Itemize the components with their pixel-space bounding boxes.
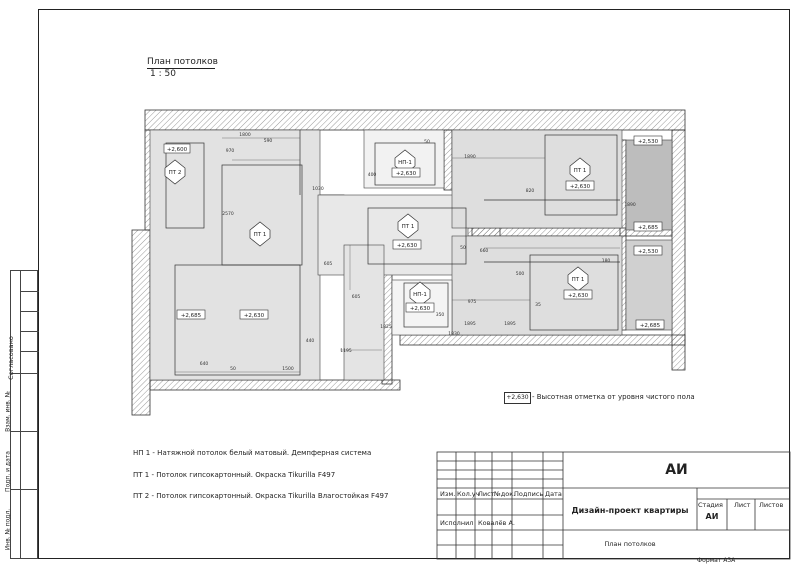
side-stamp-label-inventory: Инв. № подл. [4, 508, 12, 551]
drawing-title: План потолков [147, 57, 218, 67]
note-np1: НП 1 - Натяжной потолок белый матовый. Демпферная система [133, 449, 372, 457]
tb-header-kol: Кол.уч [457, 490, 480, 498]
legend-description: - Высотная отметка от уровня чистого пола [532, 393, 695, 401]
mark-wc-top: +2,630 [395, 171, 417, 177]
dim-1895-b: 1895 [504, 322, 516, 327]
dim-605-b: 605 [351, 295, 361, 300]
dim-590: 590 [263, 139, 273, 144]
dim-970: 970 [225, 149, 235, 154]
tb-stage-label: Стадия [698, 501, 723, 509]
dim-1030: 1030 [312, 187, 324, 192]
tag-pt1-hall: ПТ 1 [401, 224, 415, 230]
dim-50: 50 [230, 367, 236, 372]
dim-605-a: 605 [323, 262, 333, 267]
tb-sheets-label: Листов [759, 501, 784, 509]
dim-1195: 1195 [340, 349, 352, 354]
dim-2570: 2570 [222, 212, 234, 217]
mark-living: +2,630 [243, 313, 265, 319]
dim-440: 440 [305, 339, 315, 344]
tb-header-date: Дата [545, 490, 562, 498]
dim-1825: 1825 [380, 325, 392, 330]
mark-bed2: +2,630 [567, 293, 589, 299]
dim-1895-a: 1895 [464, 322, 476, 327]
title-block-code: АИ [665, 462, 688, 478]
dim-50-c: 50 [460, 246, 466, 251]
dim-1800: 1800 [239, 133, 251, 138]
dim-660: 660 [479, 249, 489, 254]
side-stamp-label-sign-date: Подп. и дата [4, 451, 12, 492]
tb-project: Дизайн-проект квартиры [571, 506, 689, 515]
tb-stage-value: АИ [705, 512, 719, 521]
tb-role: Исполнил [440, 519, 474, 527]
tb-sheet-label: Лист [734, 501, 751, 509]
tb-sheet-name: План потолков [604, 540, 656, 548]
mark-living-left: +2,685 [180, 313, 202, 319]
mark-wc-bottom: +2,630 [409, 306, 431, 312]
mark-strip2-top: +2,530 [637, 249, 659, 255]
tag-pt1-bed1: ПТ 1 [573, 168, 587, 174]
dim-350: 350 [435, 313, 445, 318]
dim-1830: 1830 [448, 332, 460, 337]
mark-strip2-bottom: +2,685 [639, 323, 661, 329]
dim-975: 975 [467, 300, 477, 305]
dim-640: 640 [199, 362, 209, 367]
tb-header-list: Лист [478, 490, 495, 498]
dim-50-b: 50 [424, 140, 430, 145]
side-stamp-label-replace: Взам. инв. № [4, 391, 12, 432]
drawing-scale: 1 : 50 [150, 69, 176, 79]
dim-400: 400 [367, 173, 377, 178]
dim-180: 180 [601, 259, 611, 264]
dim-500: 500 [515, 272, 525, 277]
tb-header-sign: Подпись [514, 490, 544, 498]
tag-np1-bottom: НП-1 [413, 292, 427, 298]
mark-strip1-bottom: +2,685 [637, 225, 659, 231]
dim-1500: 1500 [282, 367, 294, 372]
tag-pt2: ПТ 2 [168, 170, 182, 176]
mark-bath: +2,600 [166, 147, 188, 153]
legend-mark: +2,630 [504, 392, 531, 404]
tag-pt1-bed2: ПТ 1 [571, 277, 585, 283]
tag-pt1-living: ПТ 1 [253, 232, 267, 238]
tb-author: Ковалёв А. [478, 519, 515, 527]
dim-1890-a: 1890 [464, 155, 476, 160]
tb-header-doc: №док. [494, 490, 516, 498]
dim-820: 820 [525, 189, 535, 194]
side-stamp-label-agreed: Согласовано [7, 336, 15, 380]
note-pt2: ПТ 2 - Потолок гипсокартонный. Окраска Tikurilla Влагостойкая F497 [133, 492, 389, 500]
tag-np1-top: НП-1 [398, 160, 412, 166]
tb-header-izm: Изм. [440, 490, 456, 498]
dim-1890-b: 1890 [624, 203, 636, 208]
note-pt1: ПТ 1 - Потолок гипсокартонный. Окраска Tikurilla F497 [133, 471, 336, 479]
mark-hall: +2,630 [396, 243, 418, 249]
tb-format: Формат А3А [697, 557, 736, 564]
dim-35: 35 [535, 303, 541, 308]
mark-strip1-top: +2,530 [637, 139, 659, 145]
mark-bed1: +2,630 [569, 184, 591, 190]
